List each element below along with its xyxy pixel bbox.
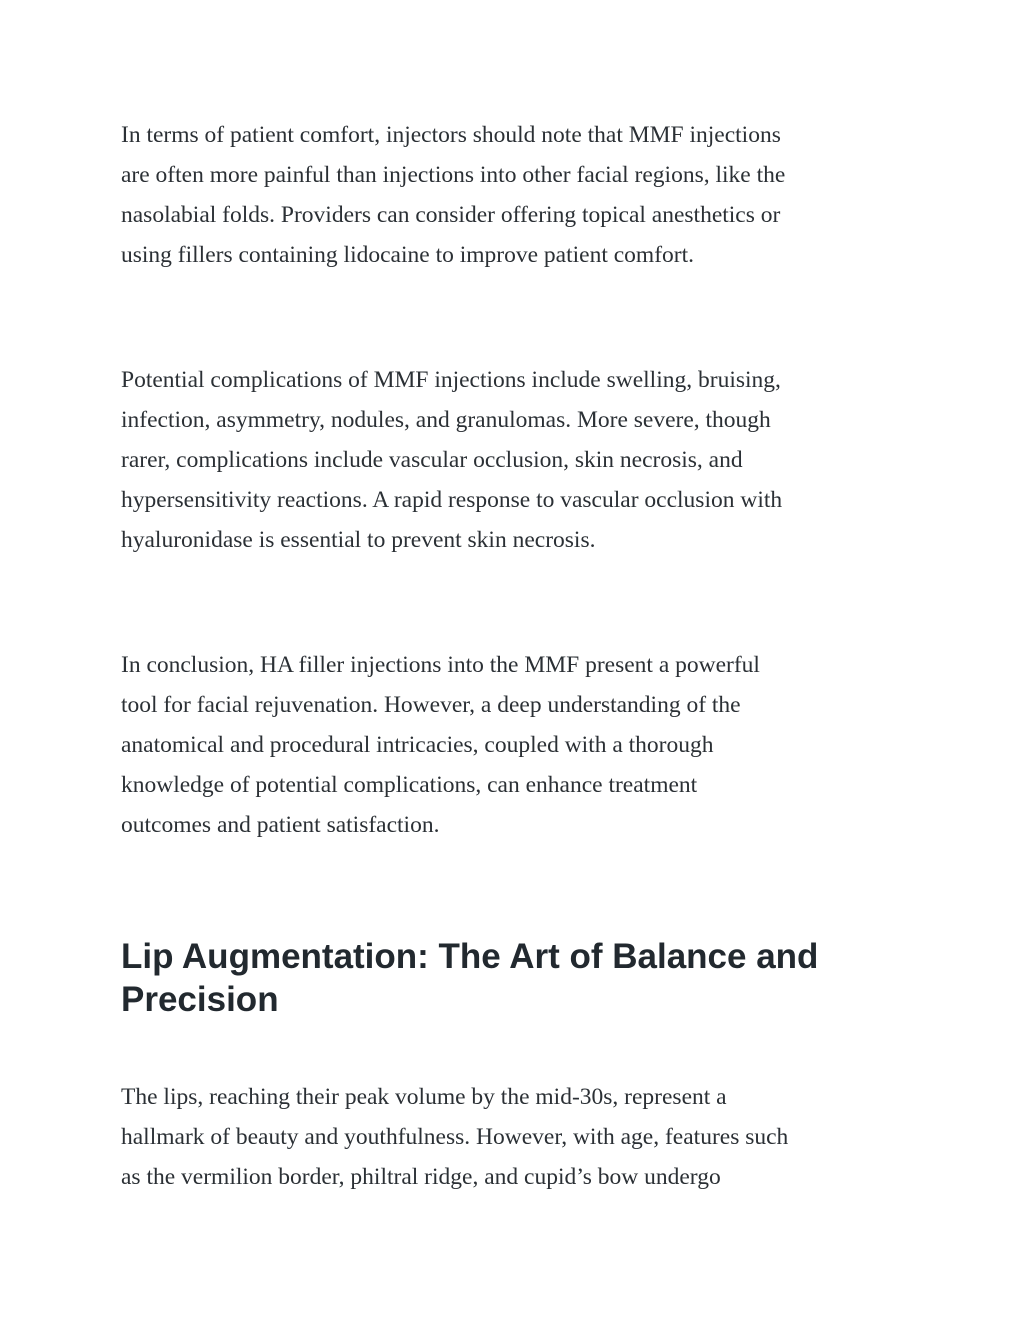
text-line: knowledge of potential complications, can enhance treatment (121, 772, 698, 798)
heading-line: Precision (121, 980, 279, 1019)
text-line: using fillers containing lidocaine to improve patient comfort. (121, 242, 694, 268)
paragraph-complications (121, 360, 911, 560)
text-line: In conclusion, HA filler injections into the MMF present a powerful (121, 652, 760, 678)
text-line: anatomical and procedural intricacies, coupled with a thorough (121, 732, 714, 758)
paragraph-lips-intro (121, 1077, 911, 1197)
text-line: are often more painful than injections into other facial regions, like the (121, 162, 786, 188)
text-line: The lips, reaching their peak volume by the mid-30s, represent a (121, 1084, 727, 1110)
text-line: infection, asymmetry, nodules, and granulomas. More severe, though (121, 407, 771, 433)
text-line: In terms of patient comfort, injectors should note that MMF injections (121, 122, 781, 148)
heading-line: Lip Augmentation: The Art of Balance and (121, 937, 819, 976)
text-line: rarer, complications include vascular occlusion, skin necrosis, and (121, 447, 743, 473)
text-line: outcomes and patient satisfaction. (121, 812, 440, 838)
text-line: Potential complications of MMF injections include swelling, bruising, (121, 367, 781, 393)
text-line: as the vermilion border, philtral ridge, and cupid’s bow undergo (121, 1164, 721, 1190)
section-heading (121, 935, 911, 1021)
paragraph-conclusion (121, 645, 911, 845)
text-line: hypersensitivity reactions. A rapid response to vascular occlusion with (121, 487, 783, 513)
text-line: tool for facial rejuvenation. However, a deep understanding of the (121, 692, 741, 718)
text-line: nasolabial folds. Providers can consider offering topical anesthetics or (121, 202, 781, 228)
text-line: hyaluronidase is essential to prevent skin necrosis. (121, 527, 596, 553)
text-line: hallmark of beauty and youthfulness. However, with age, features such (121, 1124, 789, 1150)
paragraph-patient-comfort (121, 115, 911, 275)
